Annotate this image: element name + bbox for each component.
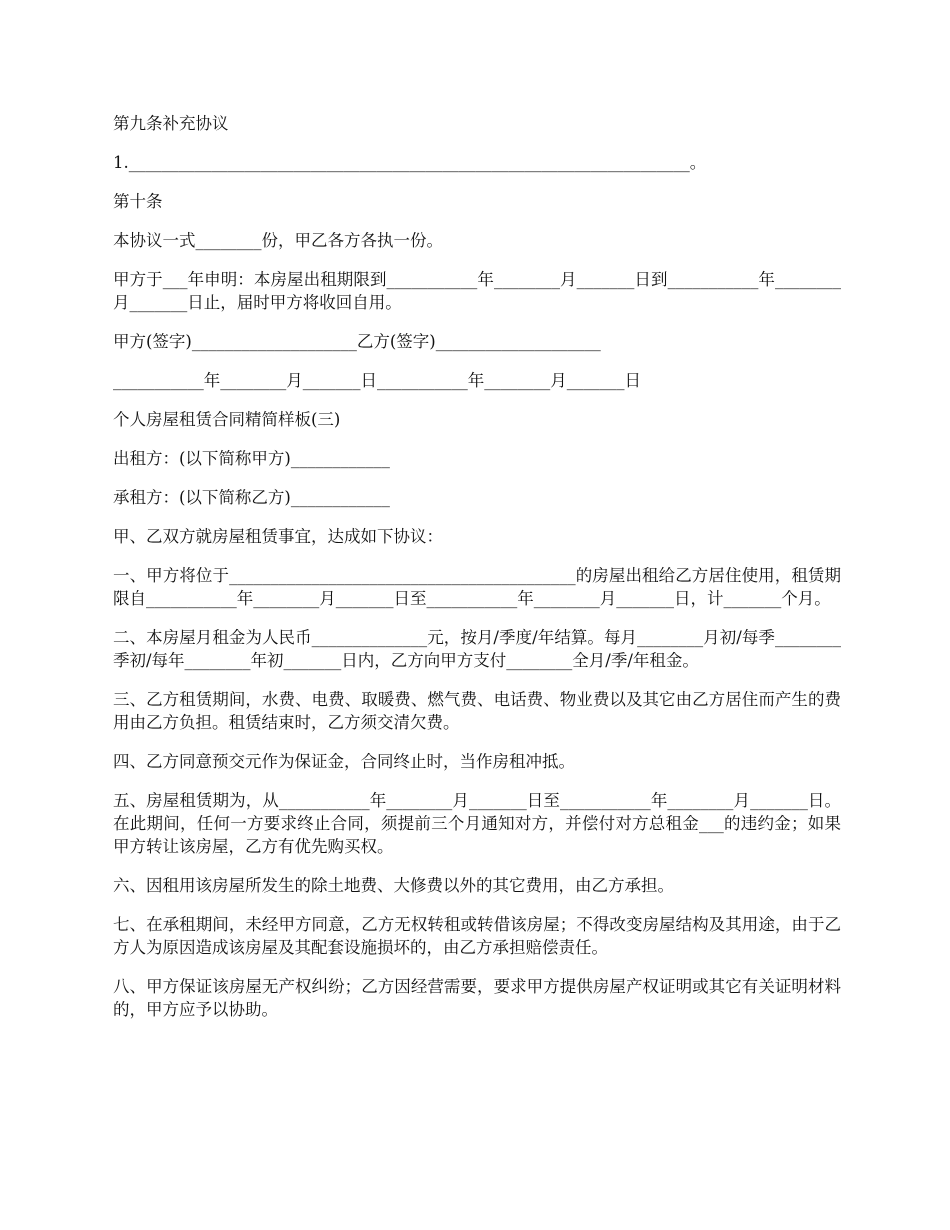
lessor-party: 出租方：(以下简称甲方)____________	[113, 449, 390, 468]
article-7: 七、在承租期间，未经甲方同意，乙方无权转租或转借该房屋；不得改变房屋结构及其用途，由于乙方人为原因造成该房屋及其配套设施损坏的，由乙方承担赔偿责任。	[113, 915, 841, 957]
document-page	[113, 112, 841, 1037]
signature-line: 甲方(签字)____________________乙方(签字)____________________	[113, 332, 601, 351]
contract-title: 个人房屋租赁合同精简样板(三)	[113, 410, 341, 429]
article-4: 四、乙方同意预交元作为保证金，合同终止时，当作房租冲抵。	[113, 752, 575, 771]
article-3: 三、乙方租赁期间，水费、电费、取暖费、燃气费、电话费、物业费以及其它由乙方居住而产生的费用由乙方负担。租赁结束时，乙方须交清欠费。	[113, 690, 841, 732]
article-6: 六、因租用该房屋所发生的除土地费、大修费以外的其它费用，由乙方承担。	[113, 876, 674, 895]
lessee-party: 承租方：(以下简称乙方)____________	[113, 488, 390, 507]
lessor-declaration: 甲方于___年申明：本房屋出租期限到___________年________月_______日到___________年________月_______日止，届时甲方将收回自用。	[113, 270, 841, 312]
article-8: 八、甲方保证该房屋无产权纠纷；乙方因经营需要，要求甲方提供房屋产权证明或其它有关证明材料的，甲方应予以协助。	[113, 977, 841, 1019]
supplement-item-1: 1.____________________________________________________________________。	[113, 153, 707, 172]
clause-10-heading: 第十条	[113, 192, 163, 211]
signature-date-line: ___________年________月_______日___________年________月_______日	[113, 371, 641, 390]
article-1: 一、甲方将位于__________________________________________的房屋出租给乙方居住使用，租赁期限自___________年________月_______日至___________年________月_______日，计_______个月。	[113, 566, 841, 608]
article-2: 二、本房屋月租金为人民币______________元，按月/季度/年结算。每月________月初/每季________季初/每年________年初_______日内，乙方向甲方支付________全月/季/年租金。	[113, 628, 841, 670]
agreement-intro: 甲、乙双方就房屋租赁事宜，达成如下协议：	[113, 527, 443, 546]
article-5: 五、房屋租赁期为，从___________年________月_______日至___________年________月_______日。在此期间，任何一方要求终止合同，须提前三个月通知对方，并偿付对方总租金___的违约金；如果甲方转让该房屋，乙方有优先购买权。	[113, 791, 841, 856]
copies-paragraph: 本协议一式________份，甲乙各方各执一份。	[113, 231, 443, 250]
clause-9-heading: 第九条补充协议	[113, 114, 229, 133]
